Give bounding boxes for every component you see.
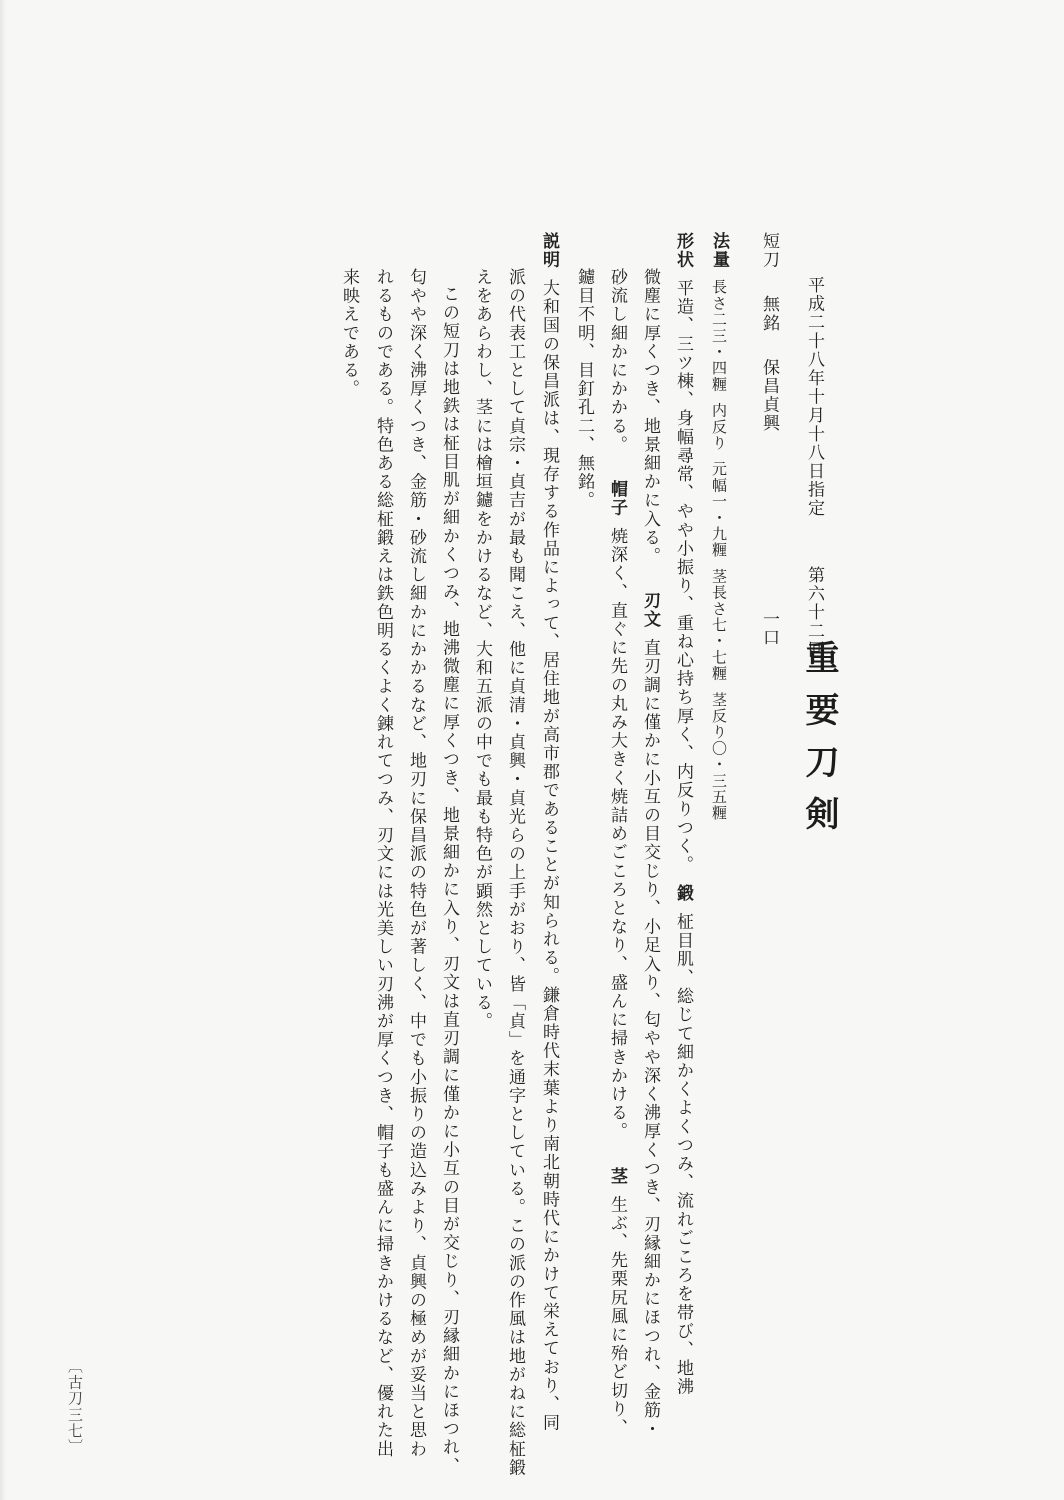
page-edge-shadow: [0, 0, 6, 1500]
shape-text: 平造、三ツ棟、身幅尋常、やや小振り、重ね心持ち厚く、内反りつく。: [673, 279, 693, 875]
explanation-p1-3: えをあらわし、茎には檜垣鑢をかけるなど、大和五派の中でも最も特色が顕然としている。: [472, 268, 492, 1031]
forge-label: 鍛: [673, 884, 693, 903]
explanation-line-1: [540, 232, 557, 1432]
measure-base-width: 元幅一・九糎: [710, 461, 728, 559]
explanation-p2-2: 匂やや深く沸厚くつき、金筋・砂流し細かにかかるなど、地刃に保昌派の特色が著しく、中でも小振りの造込みより、貞興の極めが妥当と思わ: [406, 268, 426, 1459]
nakago-text-1: 生ぶ、先栗尻風に殆ど切り、: [607, 1195, 627, 1438]
measure-curve: 内反り: [710, 402, 728, 452]
nakago-text-2: 鑢目不明、目釘孔二、無銘。: [574, 268, 594, 510]
forge-text-1: 柾目肌、総じて細かくよくつみ、流れごころを帯び、地沸: [673, 912, 693, 1397]
page-title: 重要刀剣: [799, 640, 839, 848]
explanation-p1-2: 派の代表工として貞宗・貞吉が最も聞こえ、他に貞清・貞興・貞光らの上手がおり、皆「貞」を通字としている。この派の作風は地がねに総柾鍛: [505, 268, 525, 1477]
measure-length: 長さ二三・四糎: [710, 279, 728, 393]
explanation-p2-4: 来映えである。: [339, 268, 359, 399]
hamon-text-2: 砂流し細かにかかる。: [607, 268, 627, 454]
catalog-mark: 〔古刀三七〕: [66, 1358, 84, 1456]
hamon-label: 刃文: [640, 591, 660, 629]
sword-attribution: 保昌貞興: [759, 358, 779, 433]
boshi-text: 焼深く、直ぐに先の丸み大きく焼詰めごころとなり、盛んに掃きかける。: [607, 527, 627, 1141]
measurements-label: 法量: [709, 232, 729, 269]
explanation-label: 説明: [539, 232, 559, 269]
forge-text-2: 微塵に厚くつき、地景細かに入る。: [640, 268, 660, 566]
session-number: 第六十二回: [804, 566, 824, 659]
measurements: [710, 232, 727, 821]
shape-line-1: [674, 232, 691, 1396]
measure-tang-curve: 茎反り〇・三五糎: [710, 691, 728, 822]
nakago-label: 茎: [607, 1166, 627, 1186]
shape-line-3: [608, 268, 625, 1437]
boshi-label: 帽子: [607, 480, 627, 517]
sword-type: 短刀: [759, 232, 779, 270]
explanation-p2-1: この短刀は地鉄は柾目肌が細かくつみ、地沸微塵に厚くつき、地景細かに入り、刃文は直刃調に僅かに小互の目が交じり、刃縁細かにほつれ、: [439, 285, 459, 1476]
shape-label: 形状: [673, 232, 693, 269]
sword-name: [760, 232, 777, 433]
sword-signature: 無銘: [759, 295, 779, 333]
hamon-text-1: 直刃調に僅かに小互の目交じり、小足入り、匂やや深く沸厚くつき、刃縁細かにほつれ、金筋・: [640, 638, 660, 1439]
measure-tang-length: 茎長さ七・七糎: [710, 568, 728, 682]
explanation-p2-3: れるものである。特色ある総柾鍛えは鉄色明るくよく錬れてつみ、刃文には光美しい刃沸が厚くつき、帽子も盛んに掃きかけるなど、優れた出: [373, 268, 393, 1459]
designation-date: 平成二十八年十月十八日指定: [804, 276, 824, 518]
shape-line-2: [641, 268, 658, 1438]
item-count: 一口: [759, 610, 779, 648]
explanation-p1-1: 大和国の保昌派は、現存する作品によって、居住地が高市郡であることが知られる。鎌倉時代末葉より南北朝時代にかけて栄えており、同: [539, 279, 559, 1433]
